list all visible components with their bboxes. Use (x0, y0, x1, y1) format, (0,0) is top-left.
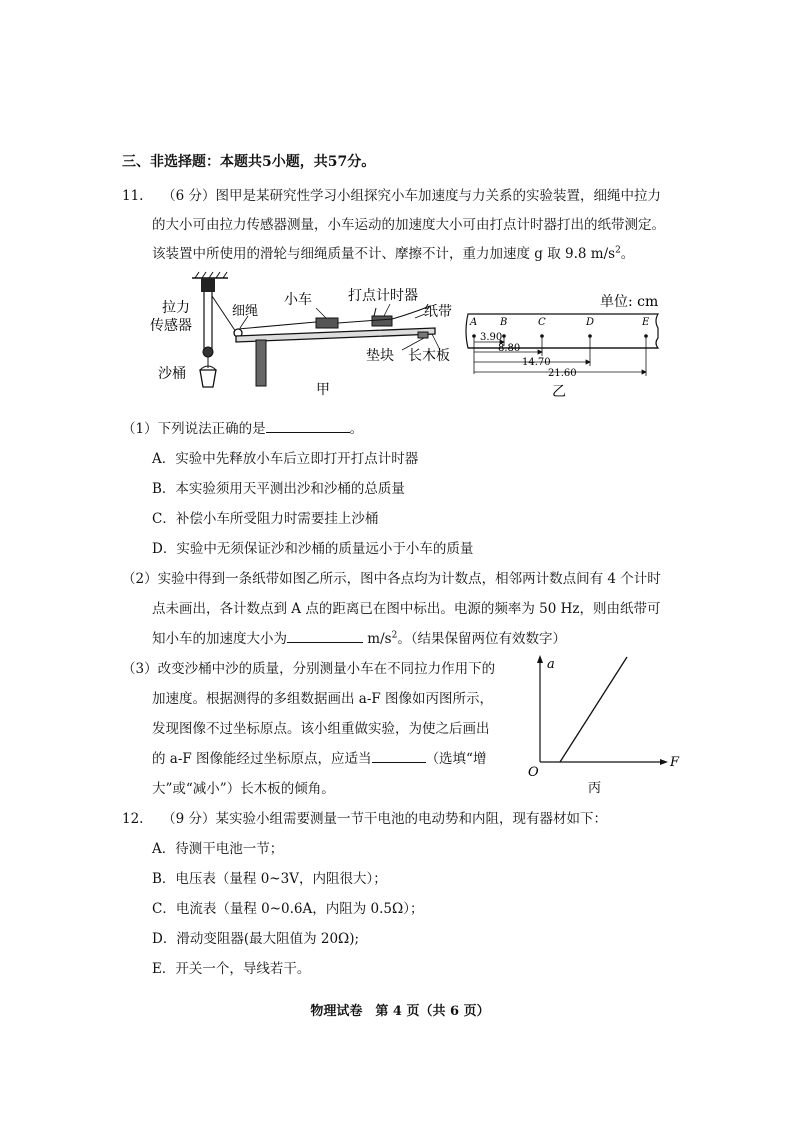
sub1-stem: （1）下列说法正确的是 (122, 421, 266, 437)
sub3-line4-start: 的 a-F 图像能经过坐标原点，应适当 (152, 751, 372, 767)
sub2-line1: （2）实验中得到一条纸带如图乙所示，图中各点均为计数点，相邻两计数点间有 4 个计时 (122, 571, 661, 587)
label-timer: 打点计时器 (348, 288, 418, 304)
dot-timer (372, 316, 392, 326)
sub2-line3-start: 知小车的加速度大小为 (152, 631, 287, 647)
q11-line3 (152, 242, 634, 262)
point-label-c: C (538, 317, 546, 328)
dist-ab: 3.90 (480, 332, 503, 343)
sub3-line5: 大”或“减小”）长木板的倾角。 (152, 781, 335, 797)
q11-number: 11. (122, 188, 144, 204)
figure-yi-tape (460, 290, 670, 400)
sub1-option-a: A．实验中先释放小车后立即打开打点计时器 (152, 451, 419, 467)
sub2-unit: m/s (367, 631, 392, 647)
page-footer: 物理试卷 第 4 页（共 6 页） (310, 1004, 490, 1019)
moving-pulley (203, 347, 213, 357)
point-label-b: B (500, 317, 508, 328)
sub2-line3-end: 。（结果保留两位有效数字） (397, 631, 567, 647)
section-header: 三、非选择题：本题共5小题，共57分。 (122, 154, 376, 170)
sub1-option-c: C．补偿小车所受阻力时需要挂上沙桶 (152, 511, 379, 527)
sub2-line2: 点未画出，各计数点到 A 点的距离已在图中标出。电源的频率为 50 Hz，则由纸带可 (152, 601, 661, 617)
label-board: 长木板 (408, 348, 450, 364)
graph-x-label: F (670, 755, 680, 770)
q12-intro: 某实验小组需要测量一节干电池的电动势和内阻，现有器材如下： (215, 811, 607, 827)
sub2-unit-sup: 2 (391, 630, 398, 641)
caption-jia: 甲 (316, 382, 330, 398)
q11-score: （6 分） (162, 188, 216, 204)
graph-origin: O (528, 765, 539, 780)
q12-item-b: B．电压表（量程 0~3V，内阻很大）； (152, 871, 387, 887)
sub3-line4 (152, 747, 486, 767)
q12-number: 12. (122, 811, 144, 827)
q11-intro-3: 该装置中所使用的滑轮与细绳质量不计、摩擦不计，重力加速度 g 取 9.8 m/s (152, 246, 616, 262)
caption-bing: 丙 (588, 781, 602, 796)
q11-intro-2: 的大小可由拉力传感器测量，小车运动的加速度大小可由打点计时器打出的纸带测定。 (152, 217, 665, 233)
q11-intro-3-sup: 2 (615, 245, 621, 256)
point-label-e: E (642, 317, 650, 328)
sub3-line2: 加速度。根据测得的多组数据画出 a-F 图像如丙图所示， (152, 691, 494, 707)
sub3-line3: 发现图像不过坐标原点。该小组重做实验，为使之后画出 (152, 721, 490, 737)
table-leg (256, 340, 266, 386)
label-bucket: 沙桶 (158, 366, 186, 382)
label-rope: 细绳 (232, 304, 259, 319)
sub1-option-b: B．本实验须用天平测出沙和沙桶的总质量 (152, 481, 405, 497)
figure-bing-graph (520, 650, 690, 798)
q12-item-a: A．待测干电池一节； (152, 841, 284, 857)
graph-y-label: a (547, 657, 555, 672)
figure-jia-apparatus (140, 270, 460, 400)
sub2-line3 (152, 627, 566, 647)
af-line (560, 657, 627, 762)
label-sensor-2: 传感器 (150, 318, 192, 334)
point-label-a: A (470, 317, 478, 328)
tape-unit: 单位: cm (600, 294, 659, 310)
q11-intro-3-end: 。 (620, 246, 635, 262)
label-sensor-1: 拉力 (162, 300, 190, 316)
q12-item-e: E．开关一个，导线若干。 (152, 961, 311, 977)
pad-block (418, 332, 428, 338)
q12-line1 (122, 807, 607, 827)
sub1-option-d: D．实验中无须保证沙和沙桶的质量远小于小车的质量 (152, 541, 474, 557)
label-pad: 垫块 (366, 348, 394, 364)
point-label-d: D (586, 317, 595, 328)
sub3-line1: （3）改变沙桶中沙的质量，分别测量小车在不同拉力作用下的 (122, 661, 496, 677)
q12-score: （9 分） (162, 811, 216, 827)
sub3-answer-blank[interactable] (372, 761, 426, 763)
label-cart: 小车 (284, 292, 312, 308)
sand-bucket (200, 370, 216, 387)
dist-ad: 14.70 (522, 357, 551, 368)
dist-ae: 21.60 (548, 368, 577, 379)
sub1-answer-blank[interactable] (266, 431, 350, 433)
caption-yi: 乙 (552, 384, 566, 400)
sub3-line4-end: （选填“增 (425, 751, 487, 767)
cart (316, 318, 338, 328)
sub2-answer-blank[interactable] (287, 641, 363, 643)
q12-item-c: C．电流表（量程 0~0.6A，内阻为 0.5Ω）； (152, 901, 424, 917)
label-tape: 纸带 (424, 304, 452, 320)
q12-item-d: D．滑动变阻器(最大阻值为 20Ω); (152, 931, 360, 947)
q11-intro-1: 图甲是某研究性学习小组探究小车加速度与力关系的实验装置，细绳中拉力 (215, 188, 661, 204)
sub1-stem-end: 。 (349, 421, 364, 437)
dist-ac: 8.80 (498, 343, 521, 354)
q11-sub1-stem (122, 417, 363, 437)
force-sensor (201, 278, 215, 292)
ceiling-mount (192, 272, 228, 278)
q11-line1 (122, 184, 661, 204)
